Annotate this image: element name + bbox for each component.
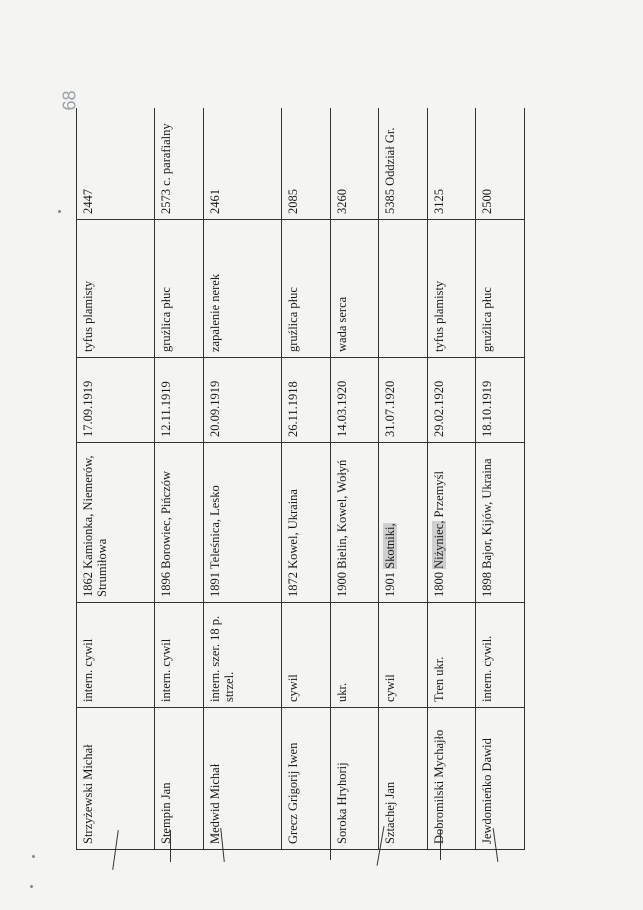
table-row — [203, 108, 281, 850]
register-table-frame — [76, 108, 525, 850]
birth-text: 1862 Kamionka, Niemerów, Strumiłowa — [81, 455, 109, 597]
table-row — [476, 108, 525, 850]
table-row — [77, 108, 155, 850]
cell-grave: 2461 — [203, 108, 281, 220]
birth-text: 1896 Borowiec, Pińczów — [159, 470, 174, 597]
cell-grave: 3260 — [330, 108, 379, 220]
cell-birth — [77, 443, 155, 603]
birth-highlight: Skotniki, — [383, 523, 398, 569]
table-row — [281, 108, 330, 850]
register-table — [76, 108, 525, 850]
cell-status: cywil — [379, 603, 428, 708]
cell-status: ukr. — [330, 603, 379, 708]
cell-birth — [476, 443, 525, 603]
cell-cause: gruźlica płuc — [281, 220, 330, 358]
cell-grave: 2447 — [77, 108, 155, 220]
scan-speck — [30, 885, 33, 888]
cell-birth — [155, 443, 204, 603]
cell-status: Tren ukr. — [427, 603, 476, 708]
cell-grave: 2085 — [281, 108, 330, 220]
table-row — [427, 108, 476, 850]
page-number: 68 — [59, 90, 80, 111]
scan-speck — [58, 210, 61, 213]
cell-cause: gruźlica płuc — [476, 220, 525, 358]
cell-date: 14.03.1920 — [330, 358, 379, 443]
cell-cause: tyfus plamisty — [427, 220, 476, 358]
cell-birth — [379, 443, 428, 603]
pen-mark — [440, 830, 441, 860]
birth-text: 1901 — [383, 568, 398, 597]
cell-name: Dobromilski Mychajło — [427, 708, 476, 850]
cell-date: 18.10.1919 — [476, 358, 525, 443]
cell-grave: 3125 — [427, 108, 476, 220]
birth-tail: Przemyśl — [431, 470, 446, 521]
cell-name: Medwid Michał — [203, 708, 281, 850]
cell-grave: 2500 — [476, 108, 525, 220]
table-row — [330, 108, 379, 850]
cell-grave: 2573 c. parafialny — [155, 108, 204, 220]
cell-cause — [379, 220, 428, 358]
cell-date: 20.09.1919 — [203, 358, 281, 443]
cell-name: Jewdomieńko Dawid — [476, 708, 525, 850]
cell-name: Stempin Jan — [155, 708, 204, 850]
cell-name: Grecz Grigorij Iwen — [281, 708, 330, 850]
cell-status: cywil — [281, 603, 330, 708]
cell-date: 17.09.1919 — [77, 358, 155, 443]
birth-text: 1900 Bielin, Kowel, Wołyń — [334, 459, 349, 597]
pen-mark — [170, 830, 171, 862]
pen-mark — [320, 849, 340, 850]
cell-date: 12.11.1919 — [155, 358, 204, 443]
cell-birth — [281, 443, 330, 603]
cell-status: intern. cywil. — [476, 603, 525, 708]
cell-date: 26.11.1918 — [281, 358, 330, 443]
birth-text: 1891 Teleśnica, Lesko — [207, 485, 222, 597]
cell-grave: 5385 Oddział Gr. — [379, 108, 428, 220]
cell-cause: zapalenie nerek — [203, 220, 281, 358]
cell-cause: tyfus plamisty — [77, 220, 155, 358]
cell-status: intern. cywil — [155, 603, 204, 708]
cell-date: 31.07.1920 — [379, 358, 428, 443]
birth-text: 1800 — [431, 568, 446, 597]
cell-date: 29.02.1920 — [427, 358, 476, 443]
cell-status: intern. szer. 18 p. strzel. — [203, 603, 281, 708]
birth-highlight: Niżyniec, — [431, 520, 446, 569]
birth-text: 1872 Kowel, Ukraina — [285, 489, 300, 597]
cell-cause: wada serca — [330, 220, 379, 358]
cell-birth — [203, 443, 281, 603]
scan-speck — [32, 855, 35, 858]
cell-name: Sztachej Jan — [379, 708, 428, 850]
table-row — [379, 108, 428, 850]
cell-birth — [427, 443, 476, 603]
birth-text: 1898 Bajor, Kijów, Ukraina — [480, 458, 495, 597]
table-row — [155, 108, 204, 850]
cell-name: Soroka Hryhorij — [330, 708, 379, 850]
cell-status: intern. cywil — [77, 603, 155, 708]
cell-birth — [330, 443, 379, 603]
cell-name: Strzyżewski Michał — [77, 708, 155, 850]
cell-cause: gruźlica płuc — [155, 220, 204, 358]
